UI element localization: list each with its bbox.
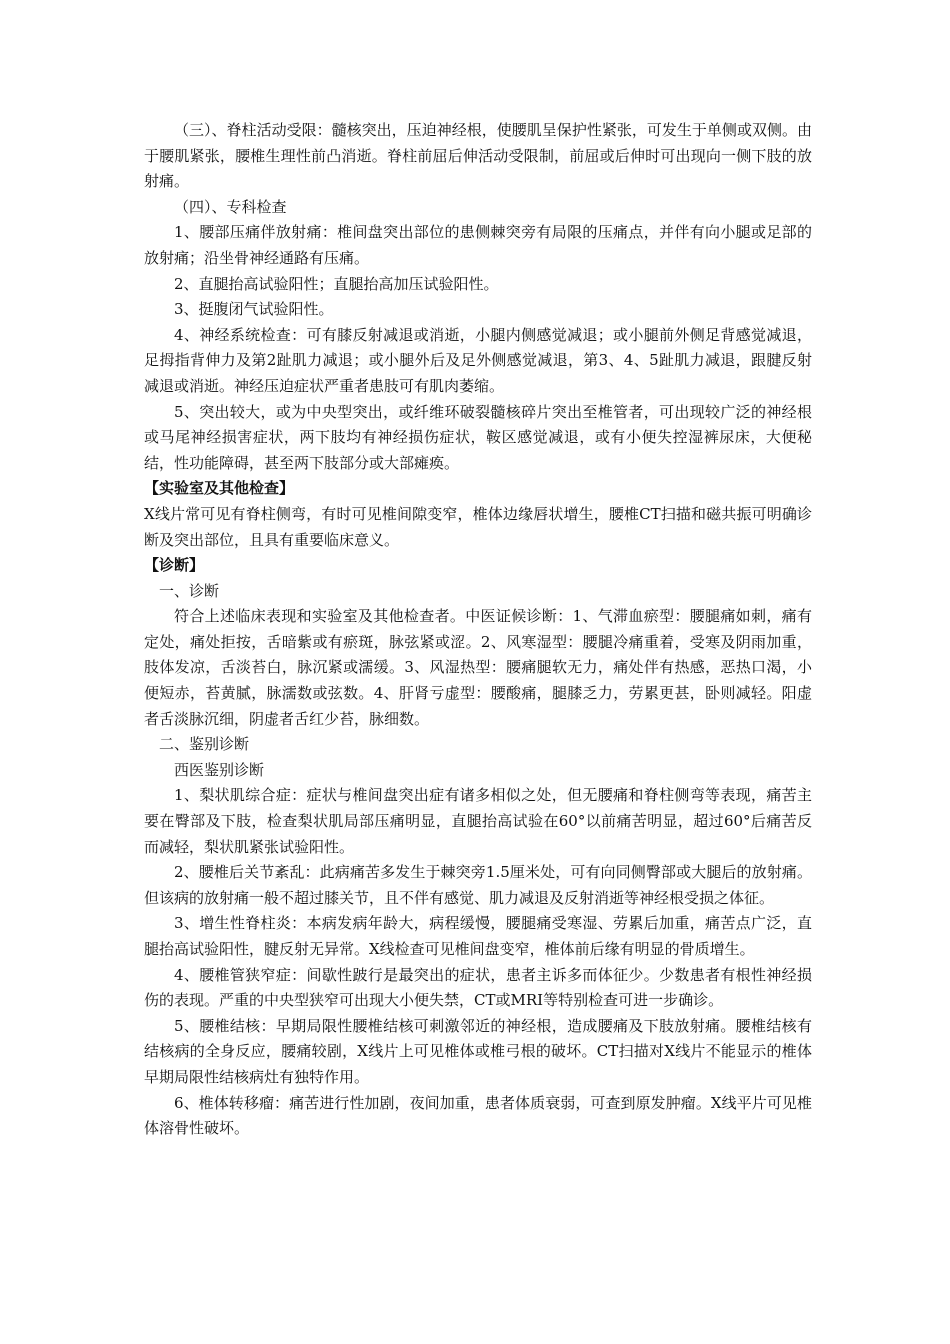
subheading-differential: 二、鉴别诊断 [159, 735, 250, 754]
section-heading-diagnosis: 【诊断】 [144, 556, 205, 575]
paragraph-diagnosis: 符合上述临床表现和实验室及其他检查者。中医证候诊断：1、气滞血瘀型：腰腿痛如刺，痛有定处，痛处拒按，舌暗紫或有瘀斑，脉弦紧或涩。2、风寒湿型：腰腿冷痛重着，受寒及阴雨加重，肢体发凉，舌淡苔白，脉沉紧或濡缓。3、风湿热型：腰痛腿软无力，痛处伴有热感，恶热口渴，小便短赤，苔黄腻，脉濡数或弦数。4、肝肾亏虚型：腰酸痛，腿膝乏力，劳累更甚，卧则减轻。阳虚者舌淡脉沉细，阴虚者舌红少苔，脉细数。 [144, 607, 812, 728]
paragraph-spine-limitation: （三）、脊柱活动受限：髓核突出，压迫神经根，使腰肌呈保护性紧张，可发生于单侧或双侧。由于腰肌紧张，腰椎生理性前凸消逝。脊柱前屈后伸活动受限制，前屈或后伸时可出现向一侧下肢的放射痛。 [144, 121, 812, 191]
subheading-diagnosis: 一、诊断 [159, 581, 220, 600]
paragraph-exam-4: 4、神经系统检查：可有膝反射减退或消逝，小腿内侧感觉减退；或小腿前外侧足背感觉减退，足拇指背伸力及第2趾肌力减退；或小腿外后及足外侧感觉减退，第3、4、5趾肌力减退，跟腱反射减退或消逝。神经压迫症状严重者患肢可有肌肉萎缩。 [144, 325, 812, 395]
paragraph-exam-3: 3、挺腹闭气试验阳性。 [174, 300, 334, 319]
paragraph-diff-4: 4、腰椎管狭窄症：间歇性跛行是最突出的症状，患者主诉多而体征少。少数患者有根性神经损伤的表现。严重的中央型狭窄可出现大小便失禁，CT或MRI等特别检查可进一步确诊。 [144, 965, 812, 1010]
document-page [144, 118, 812, 1142]
paragraph-exam-2: 2、直腿抬高试验阳性；直腿抬高加压试验阳性。 [174, 274, 499, 293]
paragraph-exam-5: 5、突出较大，或为中央型突出，或纤维环破裂髓核碎片突出至椎管者，可出现较广泛的神经根或马尾神经损害症状，两下肢均有神经损伤症状，鞍区感觉减退，或有小便失控湿裤尿床，大便秘结，性功能障碍，甚至两下肢部分或大部瘫痪。 [144, 402, 812, 472]
paragraph-diff-2: 2、腰椎后关节紊乱：此病痛苦多发生于棘突旁1.5厘米处，可有向同侧臀部或大腿后的放射痛。但该病的放射痛一般不超过膝关节，且不伴有感觉、肌力减退及反射消逝等神经根受损之体征。 [144, 863, 812, 907]
paragraph-lab: X线片常可见有脊柱侧弯，有时可见椎间隙变窄，椎体边缘唇状增生，腰椎CT扫描和磁共振可明确诊断及突出部位，且具有重要临床意义。 [144, 504, 812, 549]
paragraph-diff-1: 1、梨状肌综合症：症状与椎间盘突出症有诸多相似之处，但无腰痛和脊柱侧弯等表现，痛苦主要在臀部及下肢，检查梨状肌局部压痛明显，直腿抬高试验在60°以前痛苦明显，超过60°后痛苦反而减轻，梨状肌紧张试验阳性。 [144, 786, 812, 856]
paragraph-diff-6: 6、椎体转移瘤：痛苦进行性加剧，夜间加重，患者体质衰弱，可查到原发肿瘤。X线平片可见椎体溶骨性破坏。 [144, 1093, 812, 1138]
section-heading-lab: 【实验室及其他检查】 [144, 479, 295, 498]
paragraph-diff-3: 3、增生性脊柱炎：本病发病年龄大，病程缓慢，腰腿痛受寒湿、劳累后加重，痛苦点广泛，直腿抬高试验阳性，腱反射无异常。X线检查可见椎间盘变窄，椎体前后缘有明显的骨质增生。 [144, 914, 812, 958]
paragraph-diff-5: 5、腰椎结核：早期局限性腰椎结核可刺激邻近的神经根，造成腰痛及下肢放射痛。腰椎结核有结核病的全身反应，腰痛较剧，X线片上可见椎体或椎弓根的破坏。CT扫描对X线片不能显示的椎体早期局限性结核病灶有独特作用。 [144, 1016, 812, 1086]
paragraph-exam-1: 1、腰部压痛伴放射痛：椎间盘突出部位的患侧棘突旁有局限的压痛点，并伴有向小腿或足部的放射痛；沿坐骨神经通路有压痛。 [144, 223, 812, 267]
subheading-western-differential: 西医鉴别诊断 [174, 760, 265, 779]
heading-specialist-exam: （四）、专科检查 [174, 197, 287, 216]
